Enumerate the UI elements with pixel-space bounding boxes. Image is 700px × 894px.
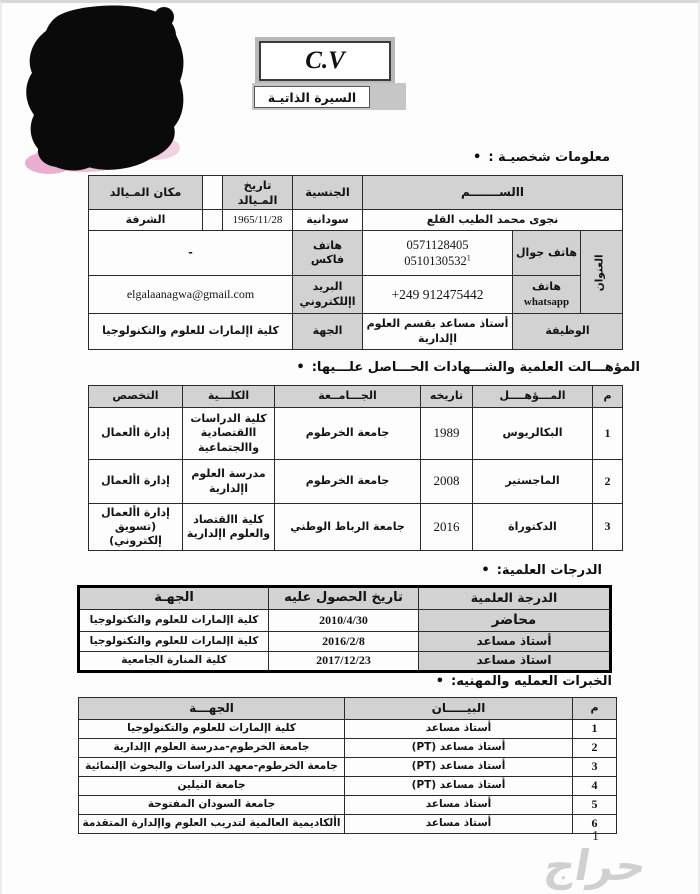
table-row [79,815,617,834]
mobile-number-2: 0510130532 [404,254,467,268]
col-header-degree: الدرجة العلمية [419,587,611,610]
col-header-no: م [593,386,623,408]
bullet-icon: • [435,674,445,689]
description-cell: أستاذ مساعد (PT) [345,777,573,796]
row-number: 3 [573,758,617,777]
section-title-text: معلومات شخصيـة : [488,150,610,165]
table-row [89,314,623,350]
table-row [89,231,623,276]
birth-date-header: تاريخ المـيالد [223,176,293,210]
row-number: 5 [573,796,617,815]
job-label: الوظيفة [513,314,623,350]
col-header-major: التخصص [89,386,183,408]
university-cell: جامعة الرباط الوطني [275,504,421,551]
col-header-college: الكلـــية [183,386,275,408]
date-cell: 2010/4/30 [269,610,419,632]
table-row [79,796,617,815]
col-header-description: البيـــــان [345,698,573,720]
degree-cell: البكالريوس [473,408,593,460]
section-title-personal [473,150,610,165]
email-label: البريد اإللكتروني [293,276,363,314]
description-cell: أستاذ مساعد (PT) [345,758,573,777]
table-row [79,610,611,632]
major-cell: إدارة األعمال [89,460,183,504]
address-label-rotated: العنوان [593,254,606,291]
table-row [79,758,617,777]
entity-cell: جامعة الخرطوم-مدرسة العلوم اإلدارية [79,739,345,758]
birth-place-header: مكان المـيالد [89,176,203,210]
row-number: 4 [573,777,617,796]
bullet-icon: • [296,360,305,375]
college-cell: كلية الدراسات االقتصادية واالجتماعية [183,408,275,460]
col-header-no: م [573,698,617,720]
bullet-icon: • [473,150,482,165]
col-header-year: تاريخه [421,386,473,408]
redacted-photo-scribble [4,3,204,183]
college-cell: مدرسة العلوم اإلدارية [183,460,275,504]
birth-date-value: 1965/11/28 [223,210,293,231]
cv-subtitle-band [252,83,406,110]
year-cell: 1989 [421,408,473,460]
whatsapp-label [513,276,581,314]
col-header-entity: الجهـــة [79,698,345,720]
entity-cell: كلية اإلمارات للعلوم والتكنولوجيا [79,720,345,739]
col-header-university: الجـــامــعة [275,386,421,408]
section-title-degrees [481,563,602,578]
description-cell: أستاذ مساعد [345,796,573,815]
date-cell: 2017/12/23 [269,652,419,672]
table-row [79,587,611,610]
nationality-header: الجنسية [293,176,363,210]
degree-cell: الماجستير [473,460,593,504]
description-cell: أستاذ مساعد (PT) [345,739,573,758]
description-cell: أستاذ مساعد [345,815,573,834]
section-title-text: الدرجات العلمية: [496,563,602,578]
bullet-icon: • [481,563,490,578]
table-row [89,210,623,231]
degrees-table [77,585,612,673]
section-title-experience [436,674,612,689]
table-row [79,777,617,796]
col-header-date: تاريخ الحصول عليه [269,587,419,610]
page-number: 1 [592,829,599,844]
section-title-text: المؤهـــالت العلمية والشـــهادات الحـــاصل علـــيها: [311,360,640,375]
table-row [79,739,617,758]
university-cell: جامعة الخرطوم [275,460,421,504]
degree-cell: أستاذ مساعد [419,632,611,652]
col-header-degree: المـــؤهــــل [473,386,593,408]
watermark-logo: حراج [540,841,651,890]
table-row [89,504,623,551]
major-cell: إدارة األعمال (تسويق إلكتروني) [89,504,183,551]
row-number: 6 [573,815,617,834]
entity-cell: األكاديمية العالمية لتدريب العلوم واإلدارة المتقدمة [79,815,345,834]
spacer-cell [203,176,223,210]
year-cell: 2016 [421,504,473,551]
university-cell: جامعة الخرطوم [275,408,421,460]
entity-cell: جامعة النيلين [79,777,345,796]
cv-subtitle: السيرة الذاتيـة [254,86,370,108]
college-cell: كلية االقتصاد والعلوم اإلدارية [183,504,275,551]
row-number: 2 [593,460,623,504]
cv-title-box [259,41,391,81]
degree-cell: محاضر [419,610,611,632]
name-value: نجوى محمد الطيب القلع [363,210,623,231]
mobile-number-footnote: 1 [466,253,471,263]
section-title-qualifications [296,360,640,375]
birth-place-value: الشرفة [89,210,203,231]
table-row [79,632,611,652]
job-entity-value: كلية اإلمارات للعلوم والتكنولوجيا [89,314,293,350]
whatsapp-value: +249 912475442 [363,276,513,314]
entity-cell: كلية اإلمارات للعلوم والتكنولوجيا [79,632,269,652]
job-entity-label: الجهة [293,314,363,350]
degree-cell: استاذ مساعد [419,652,611,672]
personal-info-table [88,175,623,350]
table-row [89,176,623,210]
cv-title: C.V [305,47,345,74]
experience-table [78,697,617,834]
table-row [89,276,623,314]
row-number: 1 [593,408,623,460]
degree-cell: الدكتوراة [473,504,593,551]
section-title-text: الخبرات العمليه والمهنيه: [451,674,612,689]
row-number: 2 [573,739,617,758]
table-row [89,386,623,408]
description-cell: أستاذ مساعد [345,720,573,739]
mobile-number-1: 0571128405 [406,237,469,252]
date-cell: 2016/2/8 [269,632,419,652]
entity-cell: جامعة السودان المفتوحة [79,796,345,815]
fax-value: - [89,231,293,276]
name-header: االســـــــم [363,176,623,210]
row-number: 3 [593,504,623,551]
row-number: 1 [573,720,617,739]
table-row [79,720,617,739]
scribble-blob [26,6,183,170]
whatsapp-label-arabic: هاتف [532,280,561,294]
entity-cell: كلية اإلمارات للعلوم والتكنولوجيا [79,610,269,632]
address-label-cell [581,231,623,314]
year-cell: 2008 [421,460,473,504]
nationality-value: سودانية [293,210,363,231]
table-row [89,408,623,460]
fax-label: هاتف فاكس [293,231,363,276]
entity-cell: كلية المنارة الجامعية [79,652,269,672]
mobile-value [363,231,513,276]
spacer-cell [203,210,223,231]
email-value: elgalaanagwa@gmail.com [89,276,293,314]
col-header-entity: الجهـة [79,587,269,610]
table-row [79,698,617,720]
job-value: أستاذ مساعد بقسم العلوم اإلدارية [363,314,513,350]
major-cell: إدارة األعمال [89,408,183,460]
mobile-label: هاتف جوال [513,231,581,276]
entity-cell: جامعة الخرطوم-معهد الدراسات والبحوث اإلنمائية [79,758,345,777]
qualifications-table [88,385,623,551]
table-row [89,460,623,504]
whatsapp-label-latin: whatsapp [523,295,570,308]
table-row [79,652,611,672]
